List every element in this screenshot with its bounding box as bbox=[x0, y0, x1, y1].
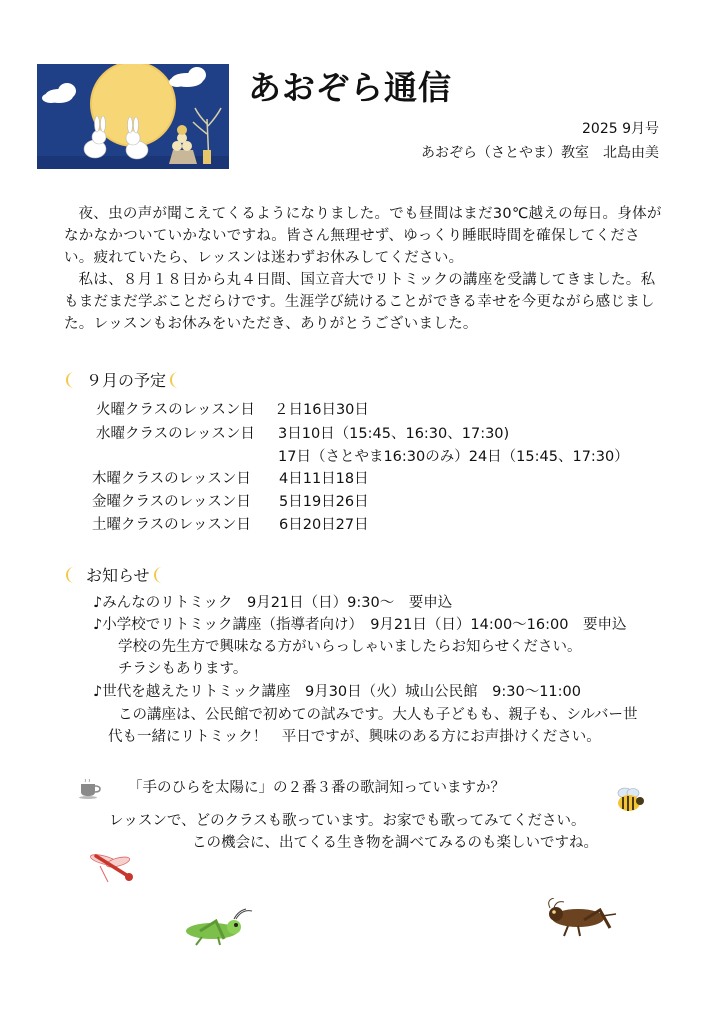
notice-line: ♪世代を越えたリトミック講座 9月30日（火）城山公民館 9:30〜11:00 bbox=[93, 684, 581, 700]
notice-line: この講座は、公民館で初めての試みです。大人も子どもも、親子も、シルバー世 bbox=[118, 707, 638, 723]
bee-icon bbox=[612, 786, 646, 814]
schedule-dates: 6日20日27日 bbox=[279, 517, 369, 533]
notice-line: ♪みんなのリトミック 9月21日（日）9:30〜 要申込 bbox=[93, 595, 453, 611]
schedule-dates: 17日（さとやま16:30のみ）24日（15:45、17:30） bbox=[278, 449, 629, 465]
notices-heading-label: お知らせ bbox=[86, 566, 150, 585]
notice-line: チラシもあります。 bbox=[118, 661, 248, 677]
notice-line: ♪小学校でリトミック講座（指導者向け） 9月21日（日）14:00〜16:00 要申込 bbox=[93, 617, 627, 633]
intro-text bbox=[64, 203, 664, 335]
schedule-dates: 4日11日18日 bbox=[279, 471, 369, 487]
song-question: 「手のひらを太陽に」の２番３番の歌詞知っていますか？ bbox=[128, 780, 505, 796]
schedule-heading bbox=[66, 368, 186, 391]
schedule-dates: 5日19日26日 bbox=[279, 494, 369, 510]
intro-paragraph: 私は、８月１８日から丸４日間、国立音大でリトミックの講座を受講してきました。私もまだまだ学ぶことだらけです。生涯学び続けることができる幸せを今更ながら感じました。レッスンもお休みをいただき、ありがとうございました。 bbox=[64, 272, 656, 332]
crescent-moon-icon bbox=[66, 371, 82, 389]
song-line-2: この機会に、出てくる生き物を調べてみるのも楽しいですね。 bbox=[192, 835, 598, 851]
schedule-dates: 3日10日（15:45、16:30、17:30) bbox=[278, 426, 510, 442]
schedule-day: 土曜クラスのレッスン日 bbox=[92, 517, 251, 533]
notice-line: 代も一緒にリトミック！ 平日ですが、興味のある方にお声掛けください。 bbox=[108, 729, 601, 745]
song-line-1: レッスンで、どのクラスも歌っています。お家でも歌ってみてください。 bbox=[109, 813, 586, 829]
issue-label: 2025 9月号 bbox=[582, 121, 659, 137]
crescent-moon-icon bbox=[154, 566, 170, 584]
schedule-day: 火曜クラスのレッスン日 bbox=[96, 402, 255, 418]
schedule-dates: ２日16日30日 bbox=[274, 402, 369, 418]
notices-heading bbox=[66, 563, 170, 586]
crescent-moon-icon bbox=[170, 371, 186, 389]
notice-line: 学校の先生方で興味なる方がいらっしゃいましたらお知らせください。 bbox=[118, 639, 582, 655]
intro-paragraph: 夜、虫の声が聞こえてくるようになりました。でも昼間はまだ30℃越えの毎日。身体がなかなかついていかないですね。皆さん無理せず、ゆっくり睡眠時間を確保してください。疲れていたら、レッスンは迷わずお休みしてください。 bbox=[64, 206, 662, 266]
dragonfly-icon bbox=[86, 852, 136, 888]
schedule-day: 木曜クラスのレッスン日 bbox=[92, 471, 251, 487]
schedule-day: 金曜クラスのレッスン日 bbox=[92, 494, 251, 510]
schedule-day: 水曜クラスのレッスン日 bbox=[96, 426, 255, 442]
school-and-teacher: あおぞら（さとやま）教室 北島由美 bbox=[421, 145, 659, 161]
cricket-icon bbox=[544, 898, 618, 938]
coffee-cup-icon bbox=[78, 779, 102, 799]
schedule-heading-label: ９月の予定 bbox=[86, 371, 167, 390]
page-title: あおぞら通信 bbox=[248, 68, 452, 107]
grasshopper-icon bbox=[182, 907, 256, 949]
crescent-moon-icon bbox=[66, 566, 82, 584]
moon-rabbits-illustration bbox=[37, 64, 229, 169]
